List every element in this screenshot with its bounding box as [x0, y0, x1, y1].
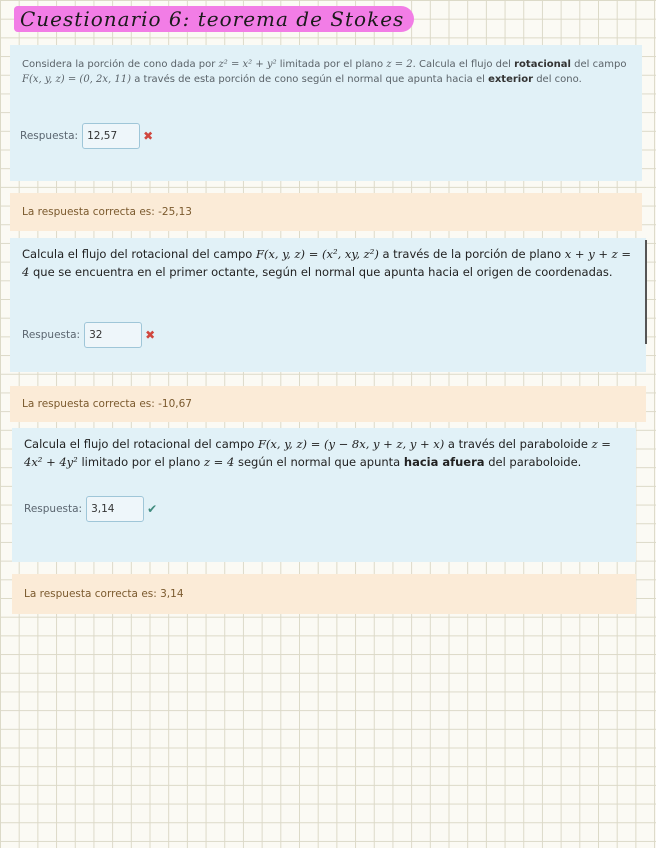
feedback-2: La respuesta correcta es: -10,67 — [10, 386, 646, 422]
answer-label-2: Respuesta: — [22, 329, 81, 341]
question-panel-2 — [10, 238, 646, 372]
question-text-3: Calcula el flujo del rotacional del campo F(x, y, z) = (y − 8x, y + z, y + x) a través del paraboloide z = 4x² + 4y² limitado por el plano z = 4 según el normal que apunta hacia afuera del paraboloide. — [24, 437, 611, 469]
feedback-1: La respuesta correcta es: -25,13 — [10, 193, 642, 231]
question-panel-1 — [10, 45, 642, 181]
check-icon: ✔ — [147, 502, 158, 516]
page-title: Cuestionario 6: teorema de Stokes — [14, 6, 414, 32]
question-panel-3 — [12, 428, 636, 562]
incorrect-icon: ✖ — [143, 129, 154, 143]
feedback-3: La respuesta correcta es: 3,14 — [12, 574, 636, 614]
answer-input-3[interactable]: 3,14 — [86, 496, 144, 522]
answer-label-3: Respuesta: — [24, 503, 83, 515]
answer-input-2[interactable]: 32 — [84, 322, 142, 348]
answer-label-1: Respuesta: — [20, 130, 79, 142]
answer-input-1[interactable]: 12,57 — [82, 123, 140, 149]
panel-edge-line — [645, 240, 647, 344]
question-text-2: Calcula el flujo del rotacional del campo F(x, y, z) = (x², xy, z²) a través de la porción de plano x + y + z = 4 que se encuentra en el primer octante, según el normal que apunta hacia el origen de coordenadas. — [22, 247, 632, 279]
question-text-1: Considera la porción de cono dada por z² = x² + y² limitada por el plano z = 2. Calcula el flujo del rotacional del campo F(x, y, z) = (0, 2x, 11) a través de esta porción de cono según el normal que apunta hacia el exterior del cono. — [22, 59, 627, 85]
incorrect-icon: ✖ — [145, 328, 156, 342]
